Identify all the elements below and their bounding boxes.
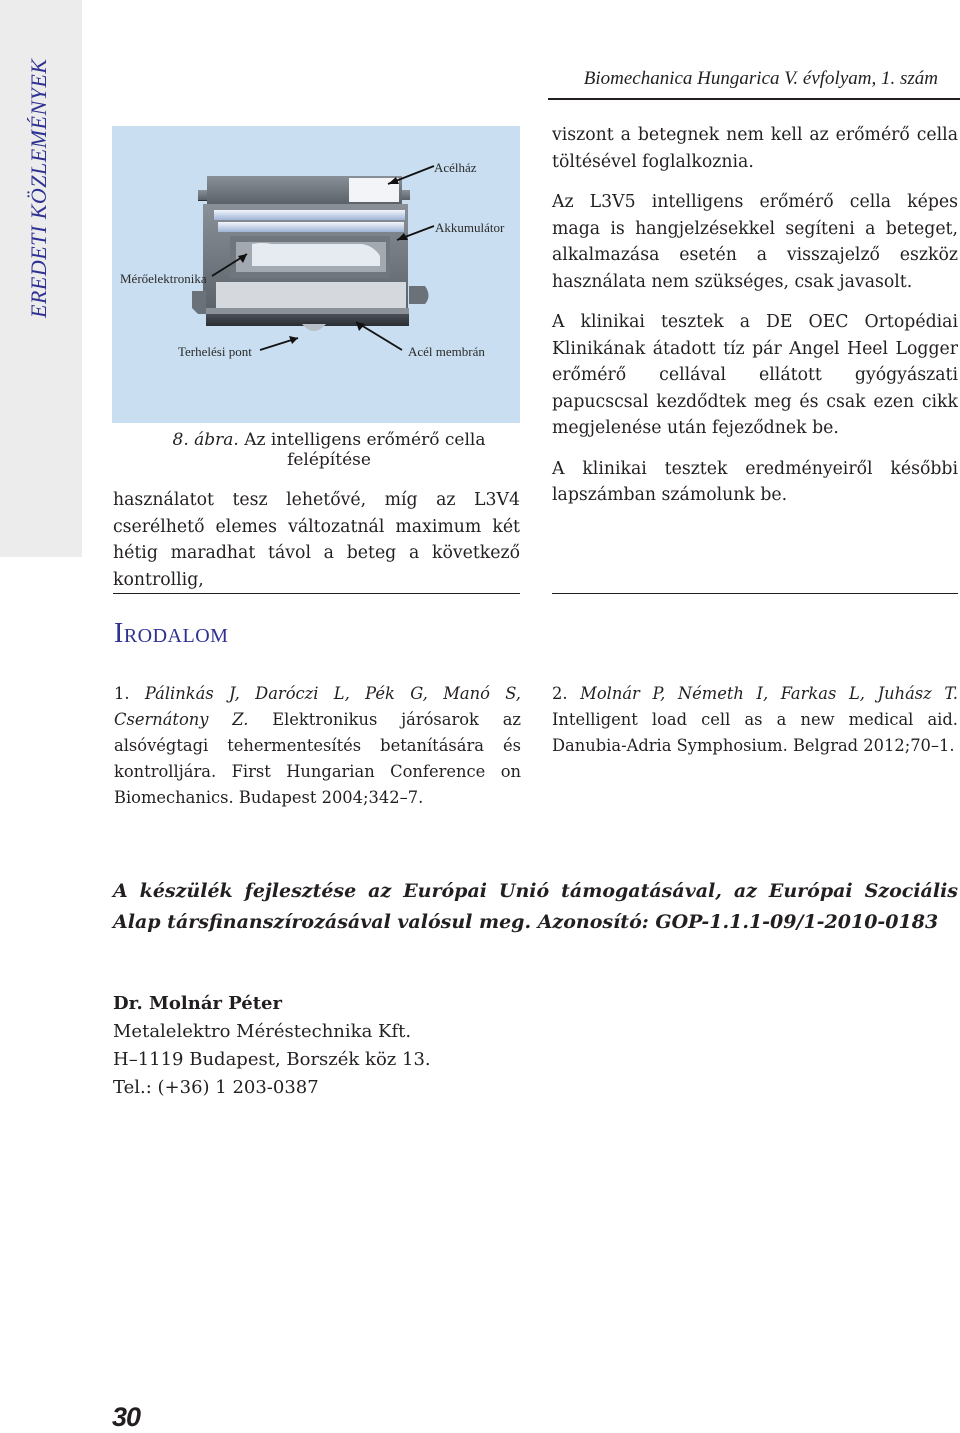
author-phone: Tel.: (+36) 1 203-0387 bbox=[113, 1077, 319, 1098]
reference-text: Intelligent load cell as a new medical aid. Danubia-Adria Symphosium. Belgrad 2012;70–1. bbox=[552, 710, 958, 755]
label-electronics: Mérőelektronika bbox=[120, 271, 207, 286]
steel-membrane bbox=[302, 324, 326, 331]
author-name: Dr. Molnár Péter bbox=[113, 993, 282, 1014]
author-address: H–1119 Budapest, Borszék köz 13. bbox=[113, 1049, 431, 1070]
references-heading: Irodalom bbox=[114, 618, 229, 649]
reference-item bbox=[114, 681, 521, 811]
label-housing: Acélház bbox=[434, 160, 477, 175]
section-label: EREDETI KÖZLEMÉNYEK bbox=[26, 58, 51, 318]
electronics-board bbox=[206, 282, 409, 314]
funding-note: A készülék fejlesztése az Európai Unió támogatásával, az Európai Szociális Alap társfinanszírozásával valósul meg. Azonosító: GOP-1.1.1-09/1-2010-0183 bbox=[113, 880, 958, 933]
running-head: Biomechanica Hungarica V. évfolyam, 1. szám bbox=[583, 68, 938, 89]
load-cell-diagram bbox=[112, 126, 520, 423]
load-cell-figure bbox=[112, 126, 520, 423]
right-paragraph-4: A klinikai tesztek eredményeiről későbbi lapszámban számolunk be. bbox=[552, 458, 958, 505]
reference-authors: Pálinkás J, Daróczi L, Pék G, Manó S, Csernátony Z. bbox=[114, 684, 521, 729]
right-column bbox=[552, 122, 958, 523]
right-paragraph-2: Az L3V5 intelligens erőmérő cella képes maga is hangjelzésekkel segíteni a beteget, alkalmazása esetén a visszajelző eszköz használata nem szükséges, csak javasolt. bbox=[552, 192, 958, 292]
author-company: Metalelektro Méréstechnika Kft. bbox=[113, 1021, 412, 1042]
reference-number: 1. bbox=[114, 684, 130, 703]
reference-number: 2. bbox=[552, 684, 568, 703]
section-rule-right bbox=[552, 593, 958, 594]
section-rule-left bbox=[113, 593, 520, 594]
reference-item bbox=[552, 681, 958, 759]
section-label-wrap bbox=[26, 58, 52, 344]
figure-caption bbox=[138, 430, 520, 470]
page-number: 30 bbox=[112, 1402, 141, 1432]
reference-authors: Molnár P, Németh I, Farkas L, Juhász T. bbox=[580, 684, 958, 703]
reference-text: Elektronikus járósarok az alsóvégtagi tehermentesítés betanítására és kontrolljára. First Hungarian Conference on Biomechanics. Budapest 2004;342–7. bbox=[114, 710, 521, 807]
right-paragraph-1: viszont a betegnek nem kell az erőmérő cella töltésével foglalkoznia. bbox=[552, 125, 958, 172]
label-battery: Akkumulátor bbox=[435, 220, 505, 235]
header-rule bbox=[548, 98, 960, 100]
author-block bbox=[113, 990, 431, 1102]
label-load-point: Terhelési pont bbox=[178, 344, 252, 359]
figure-number: 8. ábra. bbox=[172, 430, 239, 450]
left-paragraph-1: használatot tesz lehetővé, míg az L3V4 cserélhető elemes változatnál maximum két hétig maradhat távol a beteg a következő kontrollig, bbox=[113, 490, 520, 590]
right-paragraph-3: A klinikai tesztek a DE OEC Ortopédiai Klinikának átadott tíz pár Angel Heel Logger erőmérő cellával ellátott gyógyászati papucscsal kezdődtek meg és csak ezen cikk megjelenése után fejeződnek be. bbox=[552, 312, 958, 438]
label-membrane: Acél membrán bbox=[408, 344, 485, 359]
figure-caption-text: Az intelligens erőmérő cella felépítése bbox=[244, 430, 486, 470]
section-sidebar bbox=[0, 0, 82, 557]
left-column bbox=[113, 487, 520, 607]
